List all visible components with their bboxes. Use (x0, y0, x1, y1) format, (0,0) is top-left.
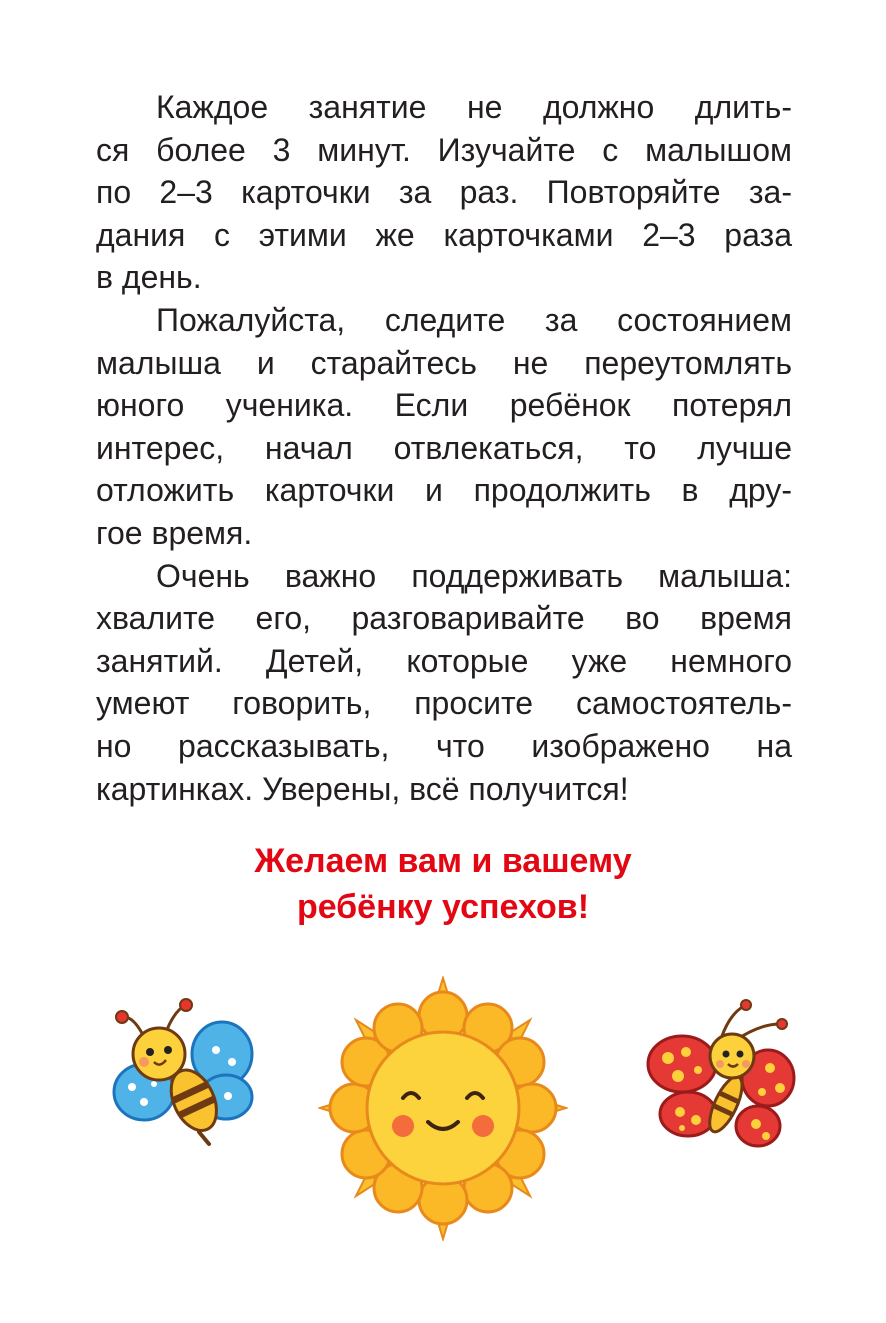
text-line: Очень важно поддерживать малыша: (156, 557, 792, 594)
text-line: дания с этими же карточками 2–3 раза (96, 216, 792, 253)
slogan-line-2: ребёнку успехов! (296, 888, 590, 926)
paragraph-1 (96, 86, 792, 299)
text-line: занятий. Детей, которые уже немного (96, 642, 792, 679)
bee-icon (104, 992, 264, 1152)
text-line: отложить карточки и продолжить в дру- (96, 472, 792, 509)
sun-icon (318, 976, 568, 1241)
butterfly-icon (640, 996, 800, 1156)
text-line: хвалите его, разговаривайте во время (96, 600, 792, 637)
text-line: ся более 3 минут. Изучайте с малышом (96, 131, 792, 168)
text-line: в день. (96, 259, 202, 296)
slogan (0, 838, 886, 930)
text-line: интерес, начал отвлекаться, то лучше (96, 429, 792, 466)
text-line: юного ученика. Если ребёнок потерял (96, 387, 792, 424)
text-line: картинках. Уверены, всё получится! (96, 770, 629, 807)
text-line: по 2–3 карточки за раз. Повторяйте за- (96, 174, 792, 211)
text-line: но рассказывать, что изображено на (96, 727, 792, 764)
text-line: гое время. (96, 514, 253, 551)
instructions-text (96, 86, 792, 810)
text-line: Каждое занятие не должно длить- (156, 89, 792, 125)
paragraph-2 (96, 299, 792, 555)
text-line: умеют говорить, просите самостоятель- (96, 685, 792, 722)
text-line: малыша и старайтесь не переутомлять (96, 344, 792, 381)
paragraph-3 (96, 555, 792, 811)
text-line: Пожалуйста, следите за состоянием (156, 301, 792, 338)
slogan-line-1: Желаем вам и вашему (254, 842, 632, 880)
